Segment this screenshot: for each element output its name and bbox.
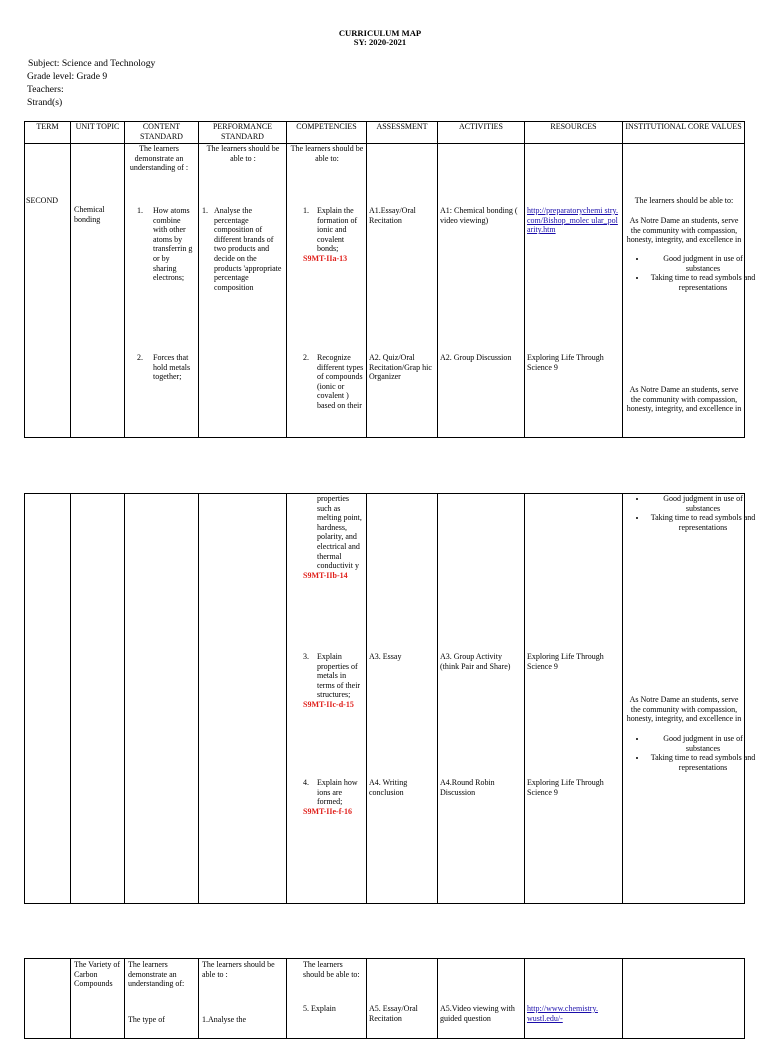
resource-link-1[interactable]: http://preparatorychemi stry.com/Bishop_molec ular_polarity.htm <box>527 206 619 235</box>
perf-intro: The learners should be able to : <box>202 960 275 979</box>
list-item: • Taking time to read symbols and representations <box>647 273 759 292</box>
list-item: • Taking time to read symbols and representations <box>647 513 759 532</box>
activity-3: A3. Group Activity (think Pair and Share) <box>440 652 511 671</box>
competency-1: 1. Explain the formation of ionic and covalent bonds; S9MT-IIa-13 <box>303 206 365 264</box>
competency-4: 4. Explain how ions are formed; S9MT-IIe-f-16 <box>303 778 365 816</box>
activity-2: A2. Group Discussion <box>440 353 512 362</box>
content-item-1: 1. How atoms combine with other atoms by transferrin g or by sharing electrons; <box>137 206 193 283</box>
perf-item-1: 1.Analyse the <box>202 1015 246 1024</box>
assessment-5: A5. Essay/Oral Recitation <box>369 1004 418 1023</box>
curriculum-table-3 <box>24 958 745 1039</box>
resources-cell <box>525 494 623 904</box>
performance-standard-cell <box>199 959 287 1039</box>
term-cell <box>25 494 71 904</box>
resource-3: Exploring Life Through Science 9 <box>527 652 604 671</box>
curriculum-table-1 <box>24 121 756 438</box>
activity-4: A4.Round Robin Discussion <box>440 778 495 797</box>
activity-1: A1: Chemical bonding ( video viewing) <box>440 206 518 225</box>
table-row <box>25 494 745 904</box>
content-intro: The learners demonstrate an understanding of: <box>128 960 185 989</box>
competency-code: S9MT-IIb-14 <box>303 570 348 580</box>
col-content-standard: CONTENT STANDARD <box>125 122 199 144</box>
competency-2-continued: properties such as melting point, hardness, polarity, and electrical and thermal conductivit y S9MT-IIb-14 <box>303 494 365 580</box>
activities-cell <box>438 494 525 904</box>
comp-intro: The learners should be able to: <box>303 960 360 979</box>
competency-code: S9MT-IIa-13 <box>303 253 348 263</box>
unit-topic-value: Chemical bonding <box>74 205 105 224</box>
assessment-cell <box>367 959 438 1039</box>
inst-statement-1: As Notre Dame an students, serve the community with compassion, honesty, integrity, and excellence in <box>626 216 742 245</box>
inst-statement-2: As Notre Dame an students, serve the community with compassion, honesty, integrity, and excellence in <box>626 695 742 724</box>
assessment-1: A1.Essay/Oral Recitation <box>369 206 416 225</box>
activities-cell <box>438 144 525 438</box>
resource-4: Exploring Life Through Science 9 <box>527 778 604 797</box>
list-item: • Good judgment in use of substances <box>647 734 759 753</box>
col-performance-standard: PERFORMANCE STANDARD <box>199 122 287 144</box>
institutional-values-cell <box>623 494 756 904</box>
term-cell <box>25 959 71 1039</box>
comp-intro: The learners should be able to: <box>290 144 364 163</box>
inst-statement-2: As Notre Dame an students, serve the community with compassion, honesty, integrity, and excellence in <box>626 385 742 414</box>
list-item: • Good judgment in use of substances <box>647 254 759 273</box>
competencies-cell <box>287 144 367 438</box>
table-row <box>25 144 745 438</box>
competencies-cell <box>287 959 367 1039</box>
subject-line: Subject: Science and Technology <box>28 58 156 69</box>
col-assessment: ASSESSMENT <box>367 122 438 144</box>
competency-code: S9MT-IIc-d-15 <box>303 699 354 709</box>
resources-cell <box>525 959 623 1039</box>
term-value: SECOND <box>26 196 59 205</box>
list-item: • Good judgment in use of substances <box>647 494 759 513</box>
inst-bullets-1 <box>625 254 759 292</box>
curriculum-table-2 <box>24 493 756 904</box>
perf-item-1: 1. Analyse the percentage composition of different brands of two products and decide on the products 'appropriate percentage composition <box>202 206 282 292</box>
competency-5: 5. Explain <box>303 1004 336 1013</box>
resource-link-5[interactable]: http://www.chemistry. wustl.edu/- <box>527 1004 598 1023</box>
competency-2: 2. Recognize different types of compounds (ionic or covalent ) based on their <box>303 353 364 410</box>
content-item-2: 2. Forces that hold metals together; <box>137 353 191 382</box>
unit-topic-cell <box>71 494 125 904</box>
competency-code: S9MT-IIe-f-16 <box>303 806 353 816</box>
performance-standard-cell <box>199 494 287 904</box>
institutional-values-cell <box>623 144 756 438</box>
resource-2: Exploring Life Through Science 9 <box>527 353 604 372</box>
col-competencies: COMPETENCIES <box>287 122 367 144</box>
unit-topic-cell <box>71 959 125 1039</box>
content-item-1: The type of <box>128 1015 165 1024</box>
content-standard-cell <box>125 959 199 1039</box>
document-title: CURRICULUM MAP <box>338 28 422 38</box>
col-term: TERM <box>25 122 71 144</box>
performance-standard-cell <box>199 144 287 438</box>
competencies-cell <box>287 494 367 904</box>
school-year: SY: 2020-2021 <box>353 37 407 47</box>
strand-line: Strand(s) <box>27 97 63 108</box>
content-standard-cell <box>125 144 199 438</box>
inst-bullets-2 <box>625 734 759 772</box>
assessment-3: A3. Essay <box>369 652 402 661</box>
grade-line: Grade level: Grade 9 <box>27 71 108 82</box>
list-item: • Taking time to read symbols and representations <box>647 753 759 772</box>
col-activities: ACTIVITIES <box>438 122 525 144</box>
assessment-2: A2. Quiz/Oral Recitation/Grap hic Organizer <box>369 353 432 382</box>
header-row <box>25 122 745 144</box>
assessment-cell <box>367 494 438 904</box>
assessment-4: A4. Writing conclusion <box>369 778 408 797</box>
teachers-line: Teachers: <box>27 84 64 95</box>
activity-5: A5.Video viewing with guided question <box>440 1004 515 1023</box>
col-institutional-core-values: INSTITUTIONAL CORE VALUES <box>623 122 745 144</box>
content-standard-cell <box>125 494 199 904</box>
inst-intro: The learners should be able to: <box>634 196 734 205</box>
col-unit-topic: UNIT TOPIC <box>71 122 125 144</box>
perf-intro: The learners should be able to : <box>206 144 280 163</box>
competency-3: 3. Explain properties of metals in terms of their structures; S9MT-IIc-d-15 <box>303 652 365 710</box>
table-row <box>25 959 745 1039</box>
unit-topic-value: The Variety of Carbon Compounds <box>74 960 121 989</box>
activities-cell <box>438 959 525 1039</box>
unit-topic-cell <box>71 144 125 438</box>
institutional-values-cell <box>623 959 745 1039</box>
content-intro: The learners demonstrate an understanding of : <box>129 144 189 173</box>
assessment-cell <box>367 144 438 438</box>
col-resources: RESOURCES <box>525 122 623 144</box>
term-cell <box>25 144 71 438</box>
resources-cell <box>525 144 623 438</box>
inst-bullets-1 <box>625 494 759 532</box>
